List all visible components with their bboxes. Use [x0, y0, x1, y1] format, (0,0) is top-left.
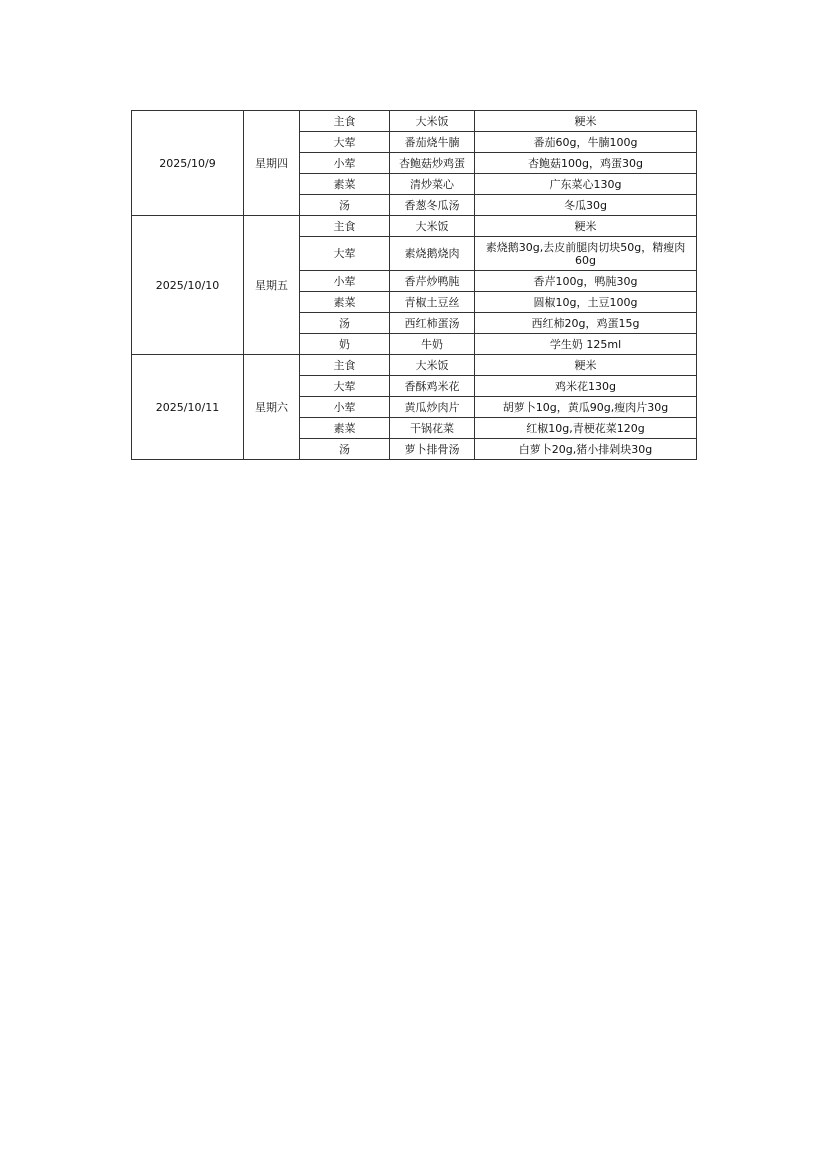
- category-cell: 小荤: [300, 153, 390, 174]
- ingredients-cell: 粳米: [475, 355, 697, 376]
- weekly-menu-table: [131, 110, 697, 460]
- category-cell: 大荤: [300, 376, 390, 397]
- ingredients-cell: 素烧鹅30g,去皮前腿肉切块50g，精瘦肉60g: [475, 237, 697, 271]
- category-cell: 大荤: [300, 132, 390, 153]
- category-cell: 素菜: [300, 418, 390, 439]
- dish-cell: 香芹炒鸭肫: [390, 271, 475, 292]
- category-cell: 汤: [300, 195, 390, 216]
- category-cell: 大荤: [300, 237, 390, 271]
- dish-cell: 素烧鹅烧肉: [390, 237, 475, 271]
- category-cell: 小荤: [300, 397, 390, 418]
- dish-cell: 香酥鸡米花: [390, 376, 475, 397]
- table-row: [132, 216, 697, 237]
- dish-cell: 大米饭: [390, 216, 475, 237]
- weekday-cell: 星期六: [244, 355, 300, 460]
- dish-cell: 萝卜排骨汤: [390, 439, 475, 460]
- category-cell: 素菜: [300, 292, 390, 313]
- category-cell: 主食: [300, 355, 390, 376]
- ingredients-cell: 白萝卜20g,猪小排剁块30g: [475, 439, 697, 460]
- dish-cell: 杏鲍菇炒鸡蛋: [390, 153, 475, 174]
- date-cell: 2025/10/10: [132, 216, 244, 355]
- category-cell: 素菜: [300, 174, 390, 195]
- dish-cell: 大米饭: [390, 111, 475, 132]
- category-cell: 汤: [300, 313, 390, 334]
- table-row: [132, 355, 697, 376]
- dish-cell: 西红柿蛋汤: [390, 313, 475, 334]
- weekday-cell: 星期五: [244, 216, 300, 355]
- category-cell: 小荤: [300, 271, 390, 292]
- ingredients-cell: 杏鲍菇100g，鸡蛋30g: [475, 153, 697, 174]
- dish-cell: 牛奶: [390, 334, 475, 355]
- ingredients-cell: 香芹100g，鸭肫30g: [475, 271, 697, 292]
- ingredients-cell: 冬瓜30g: [475, 195, 697, 216]
- dish-cell: 大米饭: [390, 355, 475, 376]
- dish-cell: 青椒土豆丝: [390, 292, 475, 313]
- ingredients-cell: 番茄60g，牛腩100g: [475, 132, 697, 153]
- category-cell: 汤: [300, 439, 390, 460]
- ingredients-cell: 学生奶 125ml: [475, 334, 697, 355]
- weekday-cell: 星期四: [244, 111, 300, 216]
- date-cell: 2025/10/9: [132, 111, 244, 216]
- ingredients-cell: 鸡米花130g: [475, 376, 697, 397]
- dish-cell: 清炒菜心: [390, 174, 475, 195]
- dish-cell: 番茄烧牛腩: [390, 132, 475, 153]
- category-cell: 主食: [300, 111, 390, 132]
- dish-cell: 黄瓜炒肉片: [390, 397, 475, 418]
- ingredients-cell: 广东菜心130g: [475, 174, 697, 195]
- ingredients-cell: 西红柿20g，鸡蛋15g: [475, 313, 697, 334]
- dish-cell: 干锅花菜: [390, 418, 475, 439]
- table-row: [132, 111, 697, 132]
- date-cell: 2025/10/11: [132, 355, 244, 460]
- ingredients-cell: 粳米: [475, 216, 697, 237]
- dish-cell: 香葱冬瓜汤: [390, 195, 475, 216]
- category-cell: 主食: [300, 216, 390, 237]
- ingredients-cell: 圆椒10g，土豆100g: [475, 292, 697, 313]
- category-cell: 奶: [300, 334, 390, 355]
- ingredients-cell: 胡萝卜10g，黄瓜90g,瘦肉片30g: [475, 397, 697, 418]
- ingredients-cell: 红椒10g,青梗花菜120g: [475, 418, 697, 439]
- ingredients-cell: 粳米: [475, 111, 697, 132]
